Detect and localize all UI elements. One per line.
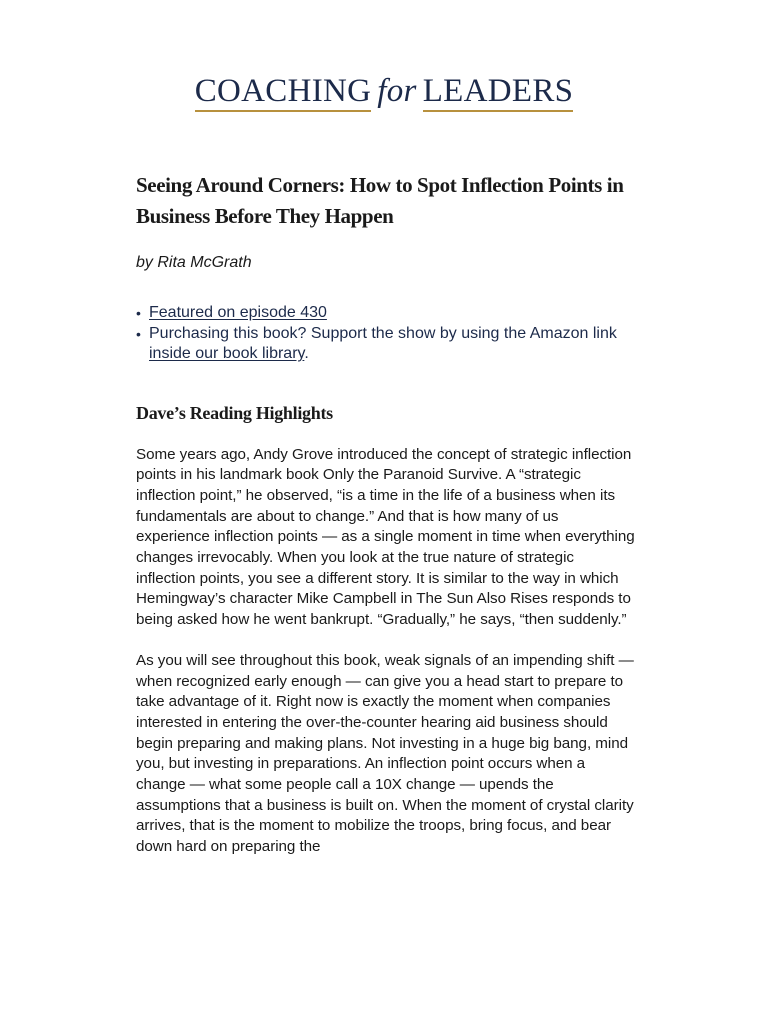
logo-word-leaders: LEADERS xyxy=(423,72,574,112)
bullet-icon: • xyxy=(136,305,141,321)
highlights-heading: Dave’s Reading Highlights xyxy=(136,402,333,423)
bullet-icon: • xyxy=(136,325,141,342)
article-content xyxy=(136,170,636,858)
episode-link[interactable]: Featured on episode 430 xyxy=(149,304,327,321)
book-author: by Rita McGrath xyxy=(136,254,252,271)
list-item xyxy=(136,303,636,324)
book-title: Seeing Around Corners: How to Spot Inflection Points in Business Before They Happen xyxy=(136,173,624,228)
list-item xyxy=(136,324,636,365)
logo-word-coaching: COACHING xyxy=(195,72,372,112)
purchase-suffix: . xyxy=(304,345,309,362)
site-logo[interactable] xyxy=(0,72,768,112)
highlight-paragraph: As you will see throughout this book, weak signals of an impending shift — when recognized early enough — can give you a head start to prepare to take advantage of it. Right now is exactly the moment when companies interested in entering the over-the-counter hearing aid business should begin preparing and making plans. Not investing in a huge big bang, mind you, but investing in preparations. An inflection point occurs when a change — what some people call a 10X change — upends the assumptions that a business is built on. When the moment of crystal clarity arrives, that is the moment to mobilize the troops, bring focus, and bear down hard on preparing the xyxy=(136,651,634,856)
book-library-link[interactable]: inside our book library xyxy=(149,345,305,362)
highlight-paragraph: Some years ago, Andy Grove introduced the concept of strategic inflection points in his landmark book Only the Paranoid Survive. A “strategic inflection point,” he observed, “is a time in the life of a business when its fundamentals are about to change.” And that is how many of us experience inflection points — as a single moment in time when everything changes irrevocably. When you look at the true nature of strategic inflection points, you see a different story. It is similar to the way in which Hemingway’s character Mike Campbell in The Sun Also Rises responds to being asked how he went bankrupt. “Gradually,” he says, “then suddenly.” xyxy=(136,445,635,629)
logo-word-for: for xyxy=(377,73,417,109)
purchase-text: Purchasing this book? Support the show by using the Amazon link xyxy=(149,324,617,342)
book-links-list xyxy=(136,303,636,365)
